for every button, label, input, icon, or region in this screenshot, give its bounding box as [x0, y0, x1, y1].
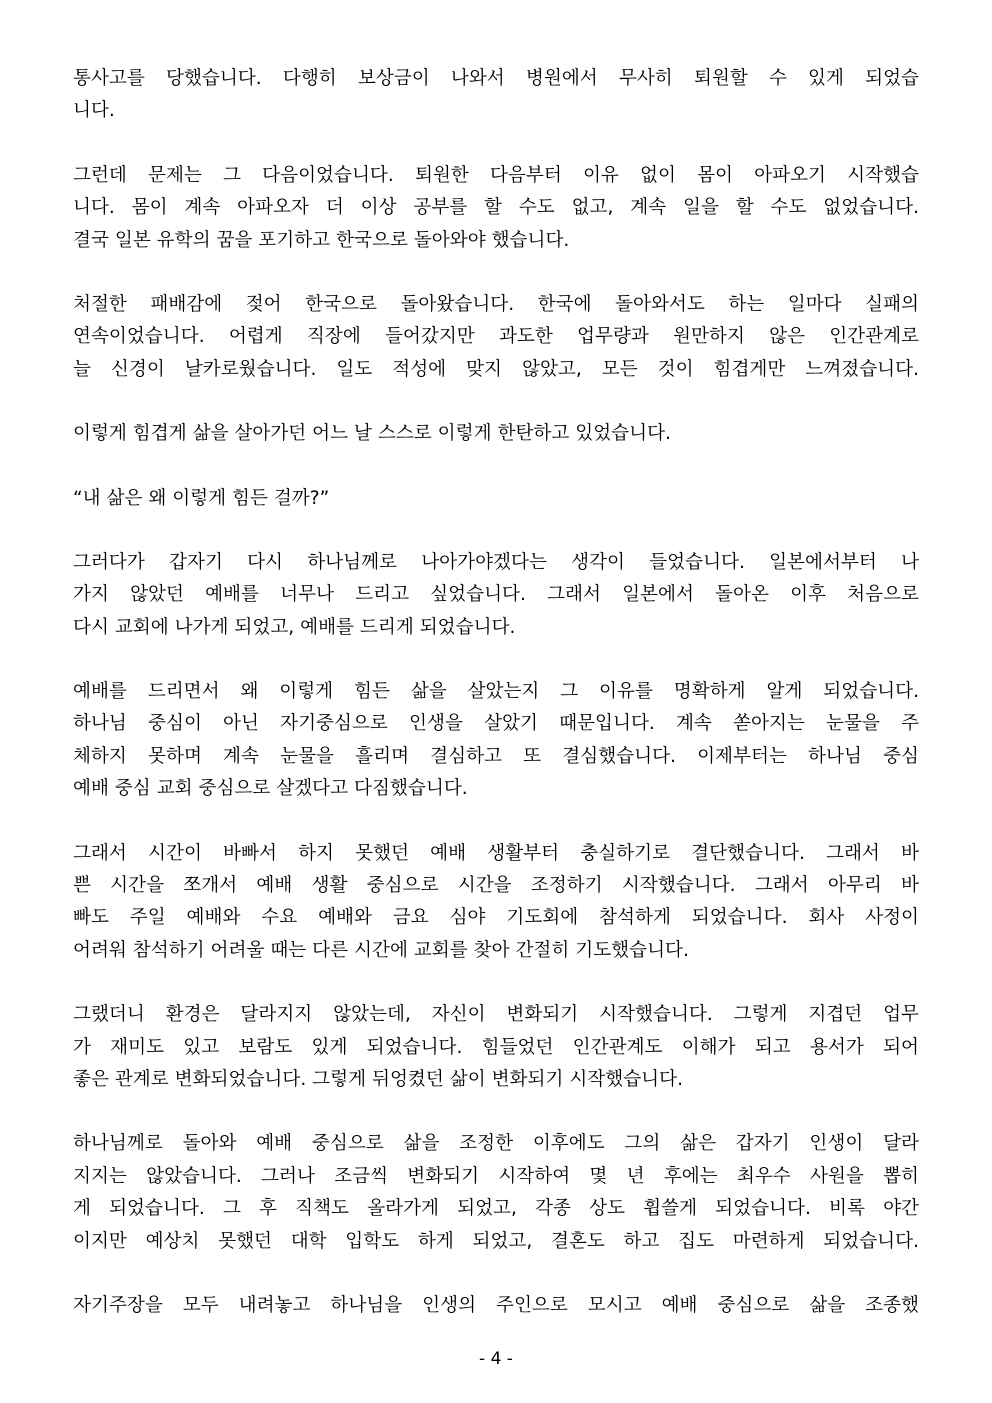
text-line: 그래서 시간이 바빠서 하지 못했던 예배 생활부터 충실하기로 결단했습니다. 그래서 바	[73, 842, 919, 864]
text-line: 예배를 드리면서 왜 이렇게 힘든 삶을 살았는지 그 이유를 명확하게 알게 되었습니다.	[73, 681, 919, 703]
paragraph	[73, 1128, 919, 1258]
text-line: 게 되었습니다. 그 후 직책도 올라가게 되었고, 각종 상도 휩쓸게 되었습니다. 비록 야간	[73, 1198, 919, 1220]
text-line: 이렇게 힘겹게 삶을 살아가던 어느 날 스스로 이렇게 한탄하고 있었습니다.	[73, 423, 671, 445]
text-line: 가지 않았던 예배를 너무나 드리고 싶었습니다. 그래서 일본에서 돌아온 이후 처음으로	[73, 584, 919, 606]
text-line: 그런데 문제는 그 다음이었습니다. 퇴원한 다음부터 이유 없이 몸이 아파오기 시작했습	[73, 164, 919, 186]
text-line: 예배 중심 교회 중심으로 살겠다고 다짐했습니다.	[73, 778, 468, 800]
text-line: 지지는 않았습니다. 그러나 조금씩 변화되기 시작하여 몇 년 후에는 최우수 사원을 뽑히	[73, 1165, 919, 1187]
text-line: 결국 일본 유학의 꿈을 포기하고 한국으로 돌아와야 했습니다.	[73, 229, 570, 251]
paragraph	[73, 676, 919, 806]
text-line: 하나님께로 돌아와 예배 중심으로 삶을 조정한 이후에도 그의 삶은 갑자기 인생이 달라	[73, 1133, 919, 1155]
text-line: 늘 신경이 날카로웠습니다. 일도 적성에 맞지 않았고, 모든 것이 힘겹게만 느껴졌습니다.	[73, 358, 919, 380]
text-line: 자기주장을 모두 내려놓고 하나님을 인생의 주인으로 모시고 예배 중심으로 삶을 조종했	[73, 1294, 919, 1316]
paragraph	[73, 418, 919, 450]
text-line: 어려워 참석하기 어려울 때는 다른 시간에 교회를 찾아 간절히 기도했습니다.	[73, 939, 689, 961]
text-line: 그러다가 갑자기 다시 하나님께로 나아가야겠다는 생각이 들었습니다. 일본에서부터 나	[73, 551, 919, 573]
text-line: 그랬더니 환경은 달라지지 않았는데, 자신이 변화되기 시작했습니다. 그렇게 지겹던 업무	[73, 1004, 919, 1026]
text-line: 이지만 예상치 못했던 대학 입학도 하게 되었고, 결혼도 하고 집도 마련하게 되었습니다.	[73, 1230, 919, 1252]
text-line: 니다.	[73, 100, 115, 122]
paragraph	[73, 999, 919, 1096]
text-line: 빠도 주일 예배와 수요 예배와 금요 심야 기도회에 참석하게 되었습니다. 회사 사정이	[73, 907, 919, 929]
text-line: 처절한 패배감에 젖어 한국으로 돌아왔습니다. 한국에 돌아와서도 하는 일마다 실패의	[73, 293, 919, 315]
text-line: 하나님 중심이 아닌 자기중심으로 인생을 살았기 때문입니다. 계속 쏟아지는 눈물을 주	[73, 713, 919, 735]
page-number: - 4 -	[479, 1349, 513, 1369]
paragraph	[73, 289, 919, 386]
paragraph	[73, 160, 919, 257]
paragraph	[73, 838, 919, 968]
text-line: 니다. 몸이 계속 아파오자 더 이상 공부를 할 수도 없고, 계속 일을 할 수도 없었습니다.	[73, 197, 919, 219]
text-line: 쁜 시간을 쪼개서 예배 생활 중심으로 시간을 조정하기 시작했습니다. 그래서 아무리 바	[73, 875, 919, 897]
text-line: 다시 교회에 나가게 되었고, 예배를 드리게 되었습니다.	[73, 616, 516, 638]
paragraph	[73, 547, 919, 644]
text-line: 좋은 관계로 변화되었습니다. 그렇게 뒤엉켰던 삶이 변화되기 시작했습니다.	[73, 1068, 684, 1090]
text-line: “내 삶은 왜 이렇게 힘든 걸까?”	[73, 487, 330, 509]
text-line: 체하지 못하며 계속 눈물을 흘리며 결심하고 또 결심했습니다. 이제부터는 하나님 중심	[73, 745, 919, 767]
text-line: 연속이었습니다. 어렵게 직장에 들어갔지만 과도한 업무량과 원만하지 않은 인간관계로	[73, 326, 919, 348]
text-line: 통사고를 당했습니다. 다행히 보상금이 나와서 병원에서 무사히 퇴원할 수 있게 되었습	[73, 68, 919, 89]
paragraph-quote	[73, 483, 919, 515]
text-body	[73, 63, 919, 1354]
paragraph	[73, 63, 919, 128]
text-line: 가 재미도 있고 보람도 있게 되었습니다. 힘들었던 인간관계도 이해가 되고 용서가 되어	[73, 1036, 919, 1058]
paragraph	[73, 1290, 919, 1322]
